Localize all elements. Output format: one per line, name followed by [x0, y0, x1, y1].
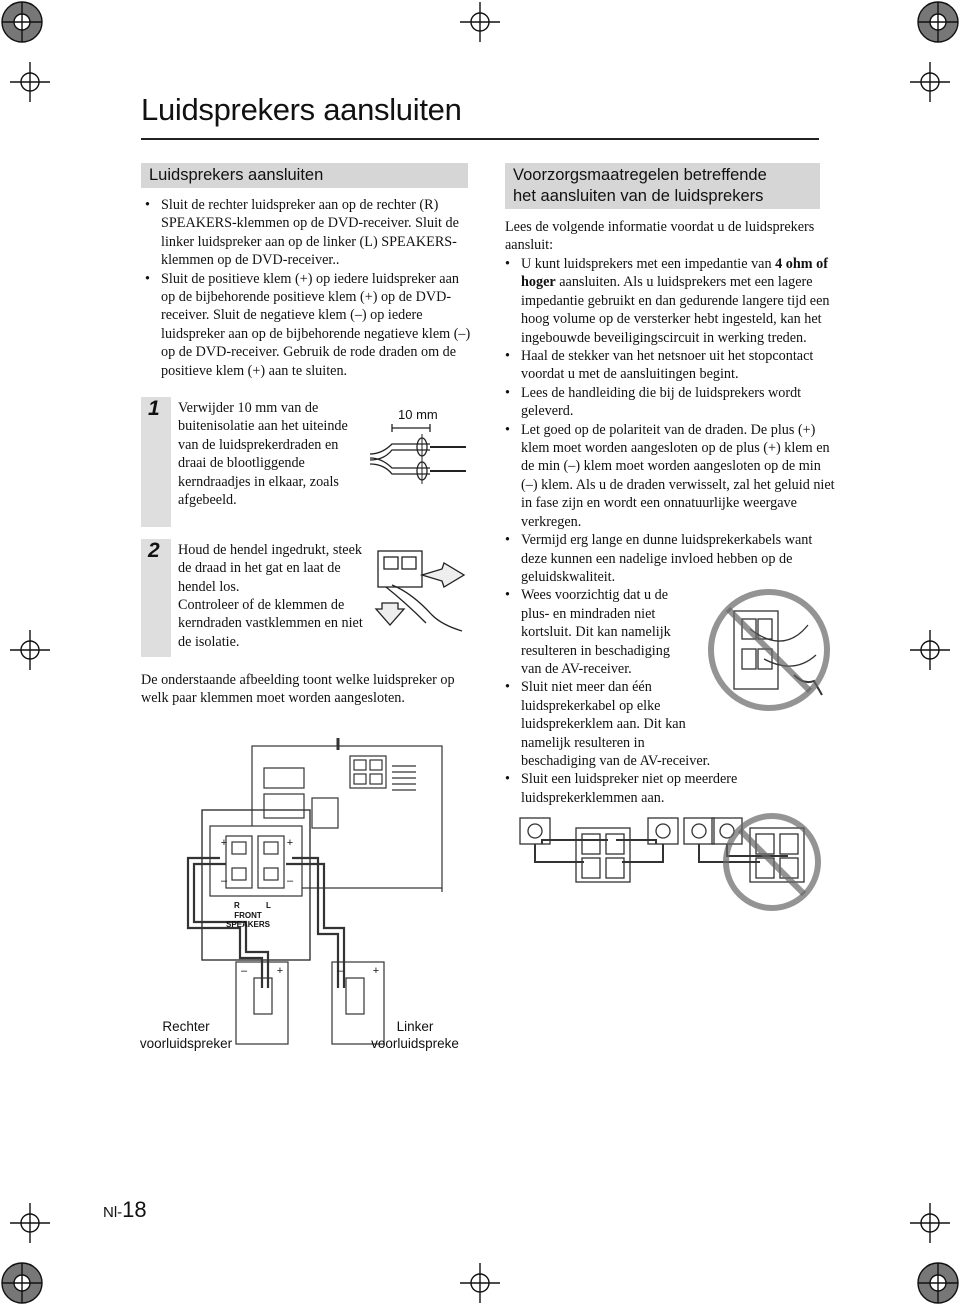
- right-intro: Lees de volgende informatie voordat u de luidsprekers aansluit:: [505, 219, 815, 254]
- right-heading-line-2: het aansluiten van de luidsprekers: [513, 187, 764, 205]
- right-bullet-item: • Vermijd erg lange en dunne luidsprekerkabels want deze kunnen een nadelige invloed hebben op de geluidskwaliteit.: [501, 531, 836, 586]
- impedance-text-post: aansluiten. Als u luidsprekers met een lagere impedantie gebruikt en dan gedurende langere tijd een hoog volume op de versterker hebt ingesteld, kan het ingebouwde beveiligingscircuit in werking treden.: [521, 274, 830, 346]
- left-bullet-item: • Sluit de positieve klem (+) op iedere luidspreker aan op de bijbehorende positieve klem (+) op de DVD-receiver. Sluit de negatieve klem (–) op iedere luidspreker aan op de bijbehorende negatieve klem (–) op de DVD-receiver. Gebruik de rode draden om de positieve klem (+) aan te sluiten.: [141, 270, 476, 380]
- left-bullet-list: [141, 196, 476, 380]
- right-bullet-item: • Lees de handleiding die bij de luidsprekers wordt geleverd.: [501, 384, 836, 421]
- svg-text:–: –: [220, 875, 228, 887]
- page-number-value: 18: [122, 1197, 147, 1222]
- wire-measure-label: 10 mm: [398, 407, 438, 422]
- right-bullet-item: • Sluit niet meer dan één luidsprekerkabel op elke luidsprekerklem aan. Dit kan namelijk resulteren in beschadiging van de AV-receiver.: [501, 678, 711, 770]
- page-title: Luidsprekers aansluiten: [141, 92, 462, 127]
- step-2-text-b: Controleer of de klemmen de kerndraden vastklemmen en niet de isolatie.: [178, 597, 363, 650]
- corner-target-tl: [2, 2, 42, 42]
- step-1-number: 1: [148, 397, 160, 420]
- title-rule: [141, 138, 819, 140]
- svg-text:+: +: [286, 837, 294, 849]
- right-section-heading: [505, 163, 820, 209]
- svg-text:+: +: [372, 965, 380, 977]
- step-2-number: 2: [148, 539, 160, 562]
- crosshair-bottom-right: [910, 1203, 950, 1243]
- speaker-right-label: Rechter voorluidspreker: [139, 1019, 233, 1051]
- speaker-connection-examples: [512, 812, 832, 912]
- left-bullet-item: • Sluit de rechter luidspreker aan op de rechter (R) SPEAKERS-klemmen op de DVD-receiver. Sluit de linker luidspreker aan op de linker (L) SPEAKERS-klemmen op de DVD-receiver..: [141, 196, 476, 270]
- wire-strip-illustration: [370, 424, 470, 494]
- right-bullet-item: • Haal de stekker van het netsnoer uit het stopcontact voordat u met de aansluitingen begint.: [501, 347, 836, 384]
- crosshair-mid-left: [10, 630, 50, 670]
- page-number-prefix: Nl-: [103, 1204, 123, 1221]
- crosshair-mid-right: [910, 630, 950, 670]
- right-bullet-item: • Let goed op de polariteit van de draden. De plus (+) klem moet worden aangesloten op de plus (+) klem en de min (–) klem moet worden aangesloten op de min (–) klem. Als u de draden verwisselt, zal het geluid niet in fase zijn en wordt een onnatuurlijke weergave verkregen.: [501, 421, 836, 531]
- svg-text:+: +: [276, 965, 284, 977]
- svg-text:+: +: [220, 837, 228, 849]
- connection-diagram: [180, 738, 480, 1048]
- front-speakers-label: FRONT SPEAKERS: [225, 911, 270, 929]
- impedance-text-bold: 4 ohm of hoger: [521, 256, 828, 291]
- crosshair-bottom-left: [10, 1203, 50, 1243]
- terminal-l-label: L: [266, 901, 271, 910]
- right-bullet-list: [501, 255, 836, 807]
- corner-target-bl: [2, 1263, 42, 1303]
- corner-target-tr: [918, 2, 958, 42]
- left-section-heading: Luidsprekers aansluiten: [141, 163, 468, 188]
- impedance-text-pre: U kunt luidsprekers met een impedantie van: [521, 256, 776, 272]
- corner-target-br: [918, 1263, 958, 1303]
- step-2-text-a: Houd de hendel ingedrukt, steek de draad in het gat en laat de hendel los.: [178, 542, 362, 595]
- right-bullet-item: [501, 255, 836, 347]
- svg-text:–: –: [286, 875, 294, 887]
- terminal-insert-illustration: [372, 545, 472, 635]
- step-1-text: Verwijder 10 mm van de buitenisolatie aan het uiteinde van de luidsprekerdraden en draai de blootliggende kerndraadjes in elkaar, zoals afgebeeld.: [178, 400, 348, 509]
- svg-text:–: –: [240, 965, 248, 977]
- right-bullet-item: • Sluit een luidspreker niet op meerdere luidsprekerklemmen aan.: [501, 770, 836, 807]
- crosshair-top-left: [10, 62, 50, 102]
- page-number: [103, 1197, 147, 1223]
- speaker-left-label: Linker voorluidspreke: [371, 1019, 459, 1051]
- diagram-caption: De onderstaande afbeelding toont welke luidspreker op welk paar klemmen moet worden aangesloten.: [141, 672, 455, 707]
- right-heading-line-1: Voorzorgsmaatregelen betreffende: [513, 166, 767, 184]
- right-bullet-item: • Wees voorzichtig dat u de plus- en mindraden niet kortsluit. Dit kan namelijk resulteren in beschadiging van de AV-receiver.: [501, 586, 676, 678]
- speaker-3-icon: [684, 818, 714, 844]
- crosshair-top-right: [910, 62, 950, 102]
- crosshair-top-mid: [460, 2, 500, 42]
- crosshair-bottom-mid: [460, 1263, 500, 1303]
- short-circuit-prohibited-icon: [704, 585, 834, 715]
- svg-text:–: –: [336, 965, 344, 977]
- terminal-r-label: R: [234, 901, 240, 910]
